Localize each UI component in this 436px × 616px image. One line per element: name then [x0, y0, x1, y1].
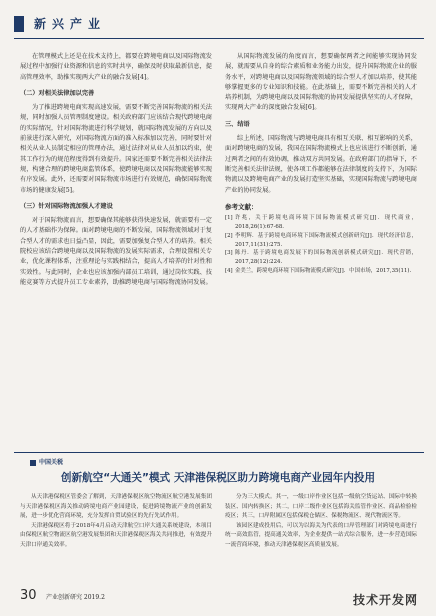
paragraph: 从天津港保税区管委会了解到，天津港保税区航空物流区航空港发展集团与天津港保税区海关推动跨境电商产业园建设，促进跨境物流产业的创新发展，进一步优化营商环境，充分发挥自贸试验区的先行先试作用。 [20, 494, 212, 520]
article-divider [14, 452, 424, 453]
references-title: 参考文献： [225, 202, 258, 211]
tag-label: 中国关税 [39, 459, 64, 466]
paragraph: 从国际物流发展的角度而言，想要确保两者之间能够实现协同发展，就需要从自身的综合素质和业务能力出发，提升国际物流企业的服务水平，对跨境电商以及国际物流领域的综合型人才加以培养，使其能够掌握更多的专业知识和技能。在此基础上，需要不断完善相关的人才培养机制，为跨境电商以及国际物流的协同发展提供坚实的人才保障，实现两大产业的深度融合发展[6]。 [225, 53, 417, 112]
reference-item [225, 214, 417, 232]
conclusion-heading: 三、结语 [225, 120, 250, 128]
section-title: 新兴产业 [34, 17, 107, 31]
article-tag [30, 457, 63, 466]
reference-item [225, 232, 417, 250]
subheading: （三）针对国际物流加强人才建设 [20, 202, 113, 210]
reference-item [225, 249, 417, 267]
paragraph: 为了推进跨境电商实现高速发展，需要不断完善国际物流的相关法规，同时加强人员管理制度建设。相关政府部门应该结合现代跨境电商的实际情况，针对国际物流进行科学规划，就国际物流发展的方向以及前景进行深入研究，对国际物流方面的准入标准加以完善，同时要针对相关从业人员制定相应的管理办法，通过法律对从业人员加以约束，使其工作行为的规范程度得到有效提升。国家还需要不断完善相关法律法规，构建合理的跨境电商监管体系，使跨境电商以及国际物流能够实现有序发展。此外，还需要对国际物流市场进行有效规范，确保国际物流市场的健康发展[5]。 [20, 104, 212, 194]
tag-marker-icon [30, 460, 36, 466]
right-column [225, 52, 417, 276]
article-title: 创新航空“大通关”模式 天津港保税区助力跨境电商产业园年内投用 [60, 472, 376, 484]
reference-text: 许兆，关于跨境电商环境下国际物流模式研究[J]．现代商业，2018,26(1):67-68. [235, 215, 417, 230]
section-header [14, 10, 424, 40]
reference-number: [2] [225, 232, 233, 239]
article-right-column [225, 493, 417, 551]
publication-info: 产业创新研究 2019.2 [46, 594, 105, 601]
reference-item [225, 267, 417, 276]
paragraph: 分为三大模式。其一，一级口岸作业区包括一级航空货运站、国际中转换装区、国内转换区；其二，口岸二级作业区包括海关监管作业区、商品检验检疫区；其三，口岸附属区包括保税仓储区、保税物流区、现代物流区等。 [225, 494, 417, 520]
page-number: 30 [20, 588, 37, 603]
article-left-column [20, 493, 212, 551]
paragraph: 对于国际物流而言，想要确保其能够获得快速发展，就需要有一定的人才基础作为保障。面对跨境电商的不断发展，国际物流领域对于复合型人才的需求也日益凸显，因此，需要加强复合型人才的培养。相关院校应该结合跨境电商以及国际物流的发展实际需求，合理设置相关专业，优化课程体系，注重理论与实践相结合，提高人才培养的针对性和实效性。与此同时，企业也应该加强内部员工培训，通过岗位实践、技能竞赛等方式提升员工专业素养，助推跨境电商与国际物流协同发展。 [20, 217, 212, 286]
paragraph: 天津港保税区将于2018年4月启动天津航空口岸大通关系统建设，本项目由保税区航空物流区航空港发展集团和天津港保税区海关共同推进，有效提升天津口岸通关效率。 [20, 522, 212, 548]
header-marker [14, 16, 24, 32]
paragraph: 综上所述，国际物流与跨境电商具有相互关联、相互影响的关系，面对跨境电商的发展，我国在国际物流模式上也应该进行不断创新，通过两者之间的有效协调，推动双方共同发展。在政府部门的指导下，不断完善相关法律法规，使各项工作都能够在法律制度的支持下，为国际物流以及跨境电商产业的发展打造坚实基础，实现国际物流与跨境电商产业的协同发展。 [225, 135, 417, 194]
reference-number: [4] [225, 267, 233, 274]
paragraph: 该园区建成投用后，可以为以海关为代表的口岸管理部门对跨境电商进行统一高效监管，提高通关效率，为企业提供一站式综合服务，进一步营造国际一流营商环境，推动天津港保税区高质量发展。 [225, 522, 417, 548]
paragraph: 在管理模式上还是在技术支持上，都要在跨境电商以及国际物流发展过程中加强行业资源和信息的实时共享，确保及时获取最新信息，提高管理效率，助推实现两大产业的融合发展[4]。 [20, 53, 212, 81]
reference-text: 李明辉．基于跨境电商环境下国际物流模式创新研究[J]．现代经济信息，2017,11(31):275. [235, 232, 417, 248]
header-rule [14, 38, 424, 39]
reference-number: [3] [225, 250, 233, 257]
subheading: （二）对相关法律加以完善 [20, 89, 95, 97]
reference-text: 陈丹．基于跨境电商发展下的国际物流创新模式研究[J]．现代营销，2017,28(12):224. [235, 250, 417, 266]
watermark: 技术开发网 [352, 593, 418, 607]
reference-text: 金美兰，跨境电商环境下国际物流模式研究[J]．中国市场，2017,35(11). [235, 267, 412, 274]
reference-number: [1] [225, 215, 233, 222]
references [225, 202, 417, 276]
left-column [20, 52, 212, 288]
